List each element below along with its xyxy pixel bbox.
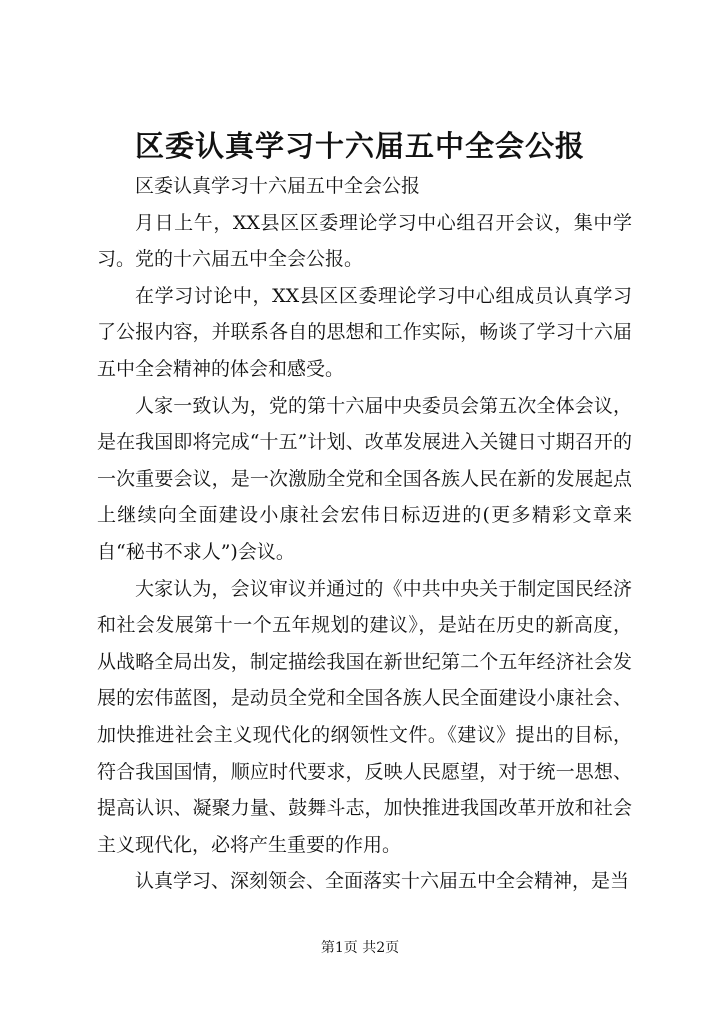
paragraph-conclusion: 认真学习、深刻领会、全面落实十六届五中全会精神，是当: [135, 870, 630, 893]
paragraph-proposal: 大家认为，会议审议并通过的《中共中央关于制定国民经济和社会发展第十一个五年规划的建议》，是站在历史的新高度，从战略全局出发，制定描绘我国在新世纪第二个五年经济社会发展的宏伟蓝图，是动员全党和全国各族人民全面建设小康社会、加快推进社会主义现代化的纲领性文件。《建议》提出的目标，符合我国国情，顺应时代要求，反映人民愿望，对于统一思想、提高认识、凝聚力量、鼓舞斗志，加快推进我国改革开放和社会主义现代化，必将产生重要的作用。: [97, 577, 632, 856]
paragraph-consensus: 人家一致认为，党的第十六届中央委员会第五次全体会议，是在我国即将完成“十五”计划、改革发展进入关键日寸期召开的一次重要会议，是一次激励全党和全国各族人民在新的发展起点上继续向全面建设小康社会宏伟日标迈进的(更多精彩文章来自“秘书不求人”)会议。: [97, 394, 632, 563]
paragraph-discussion: 在学习讨论中，XX县区区委理论学习中心组成员认真学习了公报内容，并联系各自的思想和工作实际，畅谈了学习十六届五中全会精神的体会和感受。: [97, 284, 632, 380]
page-number: 第1页 共2页: [320, 940, 400, 956]
document-body: [97, 168, 632, 900]
paragraph-meeting: 月日上午，XX县区区委理论学习中心组召开会议，集中学习。党的十六届五中全会公报。: [97, 211, 632, 271]
document-title: 区委认真学习十六届五中全会公报: [134, 129, 585, 163]
paragraph-subtitle: 区委认真学习十六届五中全会公报: [135, 175, 421, 197]
